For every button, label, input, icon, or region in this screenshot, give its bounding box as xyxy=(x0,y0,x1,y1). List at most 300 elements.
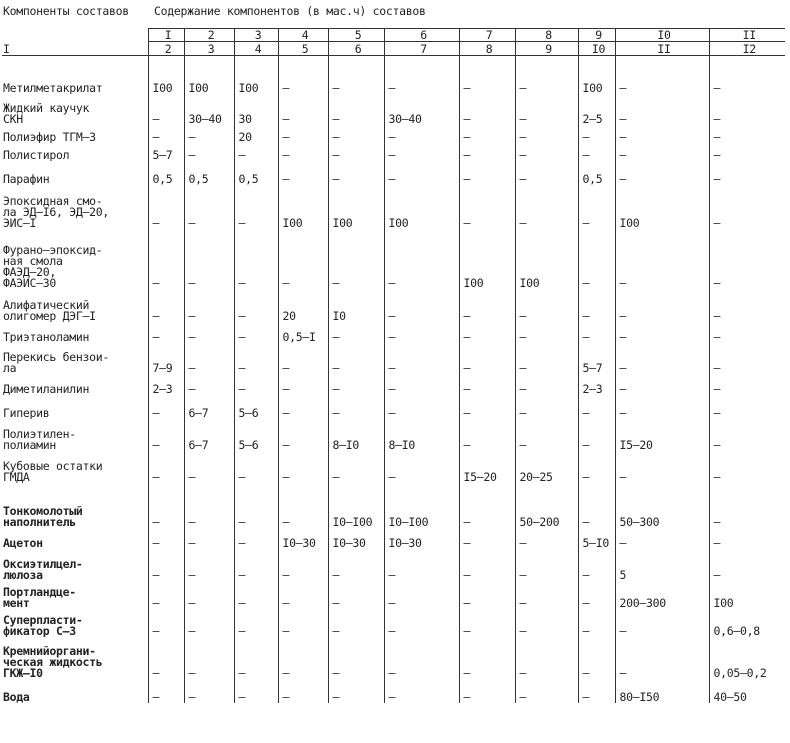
spacer-cell xyxy=(2,55,148,70)
component-value: – xyxy=(384,229,459,289)
component-value: – xyxy=(328,637,384,679)
component-value: 0,5 xyxy=(148,161,184,185)
component-value: – xyxy=(278,125,328,143)
component-value: – xyxy=(615,374,709,395)
component-value: I0–30 xyxy=(384,528,459,549)
component-value: 2–5 xyxy=(578,94,615,125)
component-value: – xyxy=(184,229,234,289)
component-value: – xyxy=(384,70,459,94)
header-row-column-numbers xyxy=(2,41,785,55)
component-value: – xyxy=(234,185,278,229)
component-name: Фурано–эпоксид- ная смола ФАЭД–20, ФАЭИС–30 xyxy=(3,242,103,289)
column-number: 3 xyxy=(184,41,234,55)
component-value: I00 xyxy=(459,229,515,289)
component-value: I00 xyxy=(515,229,578,289)
component-value: – xyxy=(578,395,615,419)
component-name: Полистирол xyxy=(3,147,70,161)
column-number: II xyxy=(615,41,709,55)
component-value: – xyxy=(148,497,184,528)
component-value: I00 xyxy=(384,185,459,229)
component-value: – xyxy=(459,374,515,395)
component-value: – xyxy=(328,679,384,703)
component-value: – xyxy=(234,581,278,609)
component-value: – xyxy=(459,497,515,528)
component-value: – xyxy=(709,94,785,125)
component-value: – xyxy=(184,679,234,703)
component-value: I00 xyxy=(328,185,384,229)
component-value: – xyxy=(148,609,184,637)
spacer-cell xyxy=(384,483,459,497)
component-value: – xyxy=(709,289,785,322)
component-value: – xyxy=(459,161,515,185)
component-name: Метилметакрилат xyxy=(3,80,103,94)
component-value: – xyxy=(709,125,785,143)
component-value: 5–7 xyxy=(578,343,615,374)
component-value: – xyxy=(184,528,234,549)
component-value: – xyxy=(384,343,459,374)
composition-number: I xyxy=(148,28,184,41)
component-value: – xyxy=(615,322,709,343)
component-value: – xyxy=(184,374,234,395)
column-number: 2 xyxy=(148,41,184,55)
spacer-cell xyxy=(578,483,615,497)
component-value: 0,5–I xyxy=(278,322,328,343)
component-value: – xyxy=(459,94,515,125)
component-name: Суперпласти- фикатор С–3 xyxy=(3,612,83,637)
component-name: Вода xyxy=(3,689,30,703)
component-value: – xyxy=(278,374,328,395)
component-value: – xyxy=(328,395,384,419)
component-value: – xyxy=(148,125,184,143)
composition-number: 7 xyxy=(459,28,515,41)
component-name: Кремнийоргани- ческая жидкость ГКЖ–I0 xyxy=(3,643,103,679)
spacer-cell xyxy=(515,483,578,497)
component-value: – xyxy=(709,70,785,94)
component-value: – xyxy=(459,343,515,374)
component-value: – xyxy=(384,322,459,343)
component-value: – xyxy=(459,419,515,451)
component-value: – xyxy=(384,125,459,143)
table-row xyxy=(2,609,785,637)
table-row xyxy=(2,125,785,143)
component-value: I00 xyxy=(148,70,184,94)
component-value: 7–9 xyxy=(148,343,184,374)
table-row xyxy=(2,161,785,185)
component-value: – xyxy=(578,185,615,229)
component-value: – xyxy=(578,581,615,609)
composition-number: 9 xyxy=(578,28,615,41)
composition-number: 2 xyxy=(184,28,234,41)
component-value: – xyxy=(278,143,328,161)
spacer-cell xyxy=(148,55,184,70)
component-value: – xyxy=(148,528,184,549)
composition-number: 5 xyxy=(328,28,384,41)
component-name: Кубовые остатки ГМДА xyxy=(3,458,103,483)
component-value: – xyxy=(578,229,615,289)
component-value: – xyxy=(278,70,328,94)
component-value: – xyxy=(328,581,384,609)
component-value: 6–7 xyxy=(184,419,234,451)
component-value: – xyxy=(328,94,384,125)
table-row xyxy=(2,637,785,679)
component-value: – xyxy=(578,609,615,637)
component-name: Портландце- мент xyxy=(3,584,76,609)
component-value: – xyxy=(515,679,578,703)
component-value: – xyxy=(578,549,615,581)
component-value: – xyxy=(459,679,515,703)
component-value: – xyxy=(384,679,459,703)
component-value: 2–3 xyxy=(578,374,615,395)
component-value: 200–300 xyxy=(615,581,709,609)
component-value: – xyxy=(578,679,615,703)
component-name: Полиэтилен- полиамин xyxy=(3,426,76,451)
component-value: – xyxy=(515,125,578,143)
component-value: I0–I00 xyxy=(384,497,459,528)
table-row xyxy=(2,395,785,419)
component-value: – xyxy=(148,451,184,483)
component-value: 30–40 xyxy=(184,94,234,125)
component-value: – xyxy=(384,289,459,322)
component-value: I00 xyxy=(709,581,785,609)
component-value: – xyxy=(515,289,578,322)
table-row xyxy=(2,289,785,322)
component-name: Диметиланилин xyxy=(3,381,90,395)
component-value: – xyxy=(148,549,184,581)
component-value: – xyxy=(709,528,785,549)
component-value: – xyxy=(148,322,184,343)
component-value: – xyxy=(709,395,785,419)
component-value: – xyxy=(278,679,328,703)
component-value: – xyxy=(459,70,515,94)
component-value: – xyxy=(148,229,184,289)
component-value: – xyxy=(615,395,709,419)
component-value: 8–I0 xyxy=(384,419,459,451)
component-value: 0,5 xyxy=(184,161,234,185)
component-value: – xyxy=(459,185,515,229)
spacer-cell xyxy=(384,55,459,70)
component-value: – xyxy=(184,609,234,637)
spacer-cell xyxy=(459,55,515,70)
component-value: – xyxy=(615,528,709,549)
component-value: – xyxy=(709,451,785,483)
component-value: – xyxy=(278,581,328,609)
component-value: 5–6 xyxy=(234,395,278,419)
table-row xyxy=(2,528,785,549)
column-number: I xyxy=(2,41,148,55)
component-value: 20–25 xyxy=(515,451,578,483)
component-name: Тонкомолотый наполнитель xyxy=(3,503,83,528)
component-value: – xyxy=(328,451,384,483)
composition-number: I0 xyxy=(615,28,709,41)
component-value: – xyxy=(328,374,384,395)
table-row xyxy=(2,94,785,125)
column-number: I2 xyxy=(709,41,785,55)
component-value: 30 xyxy=(234,94,278,125)
component-name: Перекись бензои- ла xyxy=(3,349,109,374)
table-row xyxy=(2,549,785,581)
component-value: – xyxy=(328,161,384,185)
table-row xyxy=(2,322,785,343)
component-value: 0,5 xyxy=(578,161,615,185)
component-value: 80–I50 xyxy=(615,679,709,703)
component-value: – xyxy=(709,322,785,343)
component-name: Полиэфир ТГМ–3 xyxy=(3,129,96,143)
component-value: – xyxy=(615,70,709,94)
component-value: 20 xyxy=(234,125,278,143)
component-value: – xyxy=(578,143,615,161)
table-row xyxy=(2,451,785,483)
component-value: – xyxy=(184,143,234,161)
component-value: – xyxy=(459,528,515,549)
component-value: – xyxy=(328,343,384,374)
component-value: – xyxy=(709,549,785,581)
component-value: – xyxy=(184,497,234,528)
component-value: 20 xyxy=(278,289,328,322)
component-value: 6–7 xyxy=(184,395,234,419)
component-name: Парафин xyxy=(3,171,50,185)
composition-number: 8 xyxy=(515,28,578,41)
component-value: – xyxy=(615,637,709,679)
component-value: – xyxy=(515,637,578,679)
component-value: – xyxy=(615,125,709,143)
component-name: Оксиэтилцел- люлоза xyxy=(3,556,83,581)
component-value: – xyxy=(709,185,785,229)
component-value: – xyxy=(184,343,234,374)
component-value: 2–3 xyxy=(148,374,184,395)
component-value: – xyxy=(384,609,459,637)
component-value: – xyxy=(709,229,785,289)
component-value: – xyxy=(615,229,709,289)
component-value: – xyxy=(384,143,459,161)
component-value: – xyxy=(278,609,328,637)
component-value: – xyxy=(459,322,515,343)
component-value: – xyxy=(515,395,578,419)
component-value: 40–50 xyxy=(709,679,785,703)
component-value: – xyxy=(384,637,459,679)
component-value: – xyxy=(459,125,515,143)
component-value: – xyxy=(278,94,328,125)
component-value: – xyxy=(184,581,234,609)
component-value: – xyxy=(384,374,459,395)
component-value: – xyxy=(234,451,278,483)
component-value: I00 xyxy=(234,70,278,94)
component-value: I0–30 xyxy=(328,528,384,549)
component-value: – xyxy=(709,143,785,161)
spacer-cell xyxy=(615,483,709,497)
spacer-cell xyxy=(709,55,785,70)
component-value: – xyxy=(459,609,515,637)
component-value: 8–I0 xyxy=(328,419,384,451)
component-value: – xyxy=(459,581,515,609)
component-value: – xyxy=(709,497,785,528)
component-value: – xyxy=(148,289,184,322)
table-row xyxy=(2,143,785,161)
component-value: – xyxy=(615,161,709,185)
spacer-cell xyxy=(2,483,148,497)
component-value: – xyxy=(278,343,328,374)
component-value: I0–30 xyxy=(278,528,328,549)
component-value: – xyxy=(615,143,709,161)
components-header: Компоненты составов xyxy=(3,6,129,18)
component-value: – xyxy=(578,497,615,528)
component-value: – xyxy=(459,143,515,161)
component-value: 5–7 xyxy=(148,143,184,161)
component-value: – xyxy=(384,451,459,483)
spacer-cell xyxy=(459,483,515,497)
component-value: – xyxy=(234,609,278,637)
component-value: – xyxy=(234,229,278,289)
component-name: Алифатический олигомер ДЭГ–I xyxy=(3,297,96,322)
table-row xyxy=(2,581,785,609)
component-value: – xyxy=(515,609,578,637)
spacer-cell xyxy=(578,55,615,70)
component-value: I5–20 xyxy=(459,451,515,483)
spacer-cell xyxy=(328,55,384,70)
component-value: – xyxy=(184,549,234,581)
component-value: I5–20 xyxy=(615,419,709,451)
component-value: – xyxy=(148,94,184,125)
composition-table xyxy=(2,6,785,703)
component-value: – xyxy=(515,161,578,185)
spacer-cell xyxy=(184,55,234,70)
component-value: – xyxy=(148,395,184,419)
component-value: – xyxy=(278,637,328,679)
component-value: 30–40 xyxy=(384,94,459,125)
component-value: – xyxy=(234,374,278,395)
component-value: – xyxy=(234,143,278,161)
component-value: – xyxy=(515,343,578,374)
component-value: – xyxy=(459,289,515,322)
component-value: – xyxy=(278,451,328,483)
component-name: Эпоксидная смо- ла ЭД–I6, ЭД–20, ЭИС–I xyxy=(3,193,109,229)
component-value: – xyxy=(234,497,278,528)
component-value: I0 xyxy=(328,289,384,322)
component-value: – xyxy=(278,161,328,185)
component-value: – xyxy=(328,229,384,289)
component-value: – xyxy=(148,637,184,679)
component-value: 50–200 xyxy=(515,497,578,528)
header-row-title xyxy=(2,6,785,28)
component-value: – xyxy=(278,497,328,528)
composition-number: 6 xyxy=(384,28,459,41)
component-value: – xyxy=(384,161,459,185)
table-row xyxy=(2,497,785,528)
spacer-cell xyxy=(328,483,384,497)
component-value: 0,05–0,2 xyxy=(709,637,785,679)
table-row xyxy=(2,185,785,229)
column-number: 5 xyxy=(278,41,328,55)
spacer-cell xyxy=(709,483,785,497)
table-body xyxy=(2,6,785,703)
component-value: – xyxy=(234,549,278,581)
component-value: – xyxy=(148,679,184,703)
component-name: Триэтаноламин xyxy=(3,329,90,343)
spacer-cell xyxy=(184,483,234,497)
component-value: – xyxy=(328,549,384,581)
component-value: – xyxy=(615,451,709,483)
component-name: Гиперив xyxy=(3,405,50,419)
component-value: I00 xyxy=(184,70,234,94)
column-number: 7 xyxy=(384,41,459,55)
component-value: – xyxy=(709,343,785,374)
component-value: 5–6 xyxy=(234,419,278,451)
component-value: – xyxy=(148,419,184,451)
spacer-cell xyxy=(515,55,578,70)
component-value: – xyxy=(234,679,278,703)
component-value: 0,6–0,8 xyxy=(709,609,785,637)
component-value: – xyxy=(615,289,709,322)
component-value: I0–I00 xyxy=(328,497,384,528)
table-row xyxy=(2,229,785,289)
spacer-row xyxy=(2,483,785,497)
component-name: Ацетон xyxy=(3,535,43,549)
component-value: – xyxy=(615,94,709,125)
component-value: I00 xyxy=(615,185,709,229)
component-value: – xyxy=(328,322,384,343)
spacer-cell xyxy=(278,483,328,497)
composition-number: 3 xyxy=(234,28,278,41)
spacer-cell xyxy=(234,55,278,70)
component-value: – xyxy=(234,289,278,322)
component-value: – xyxy=(515,94,578,125)
component-value: – xyxy=(148,185,184,229)
component-value: I00 xyxy=(278,185,328,229)
component-value: – xyxy=(328,70,384,94)
component-value: – xyxy=(515,374,578,395)
component-value: – xyxy=(515,419,578,451)
component-value: – xyxy=(515,143,578,161)
spacer-cell xyxy=(278,55,328,70)
component-name: Жидкий каучук СКН xyxy=(3,100,90,125)
component-value: – xyxy=(384,395,459,419)
component-value: – xyxy=(515,581,578,609)
component-value: 50–300 xyxy=(615,497,709,528)
component-value: – xyxy=(615,609,709,637)
component-value: – xyxy=(515,322,578,343)
table-row xyxy=(2,70,785,94)
component-value: – xyxy=(578,451,615,483)
spacer-row xyxy=(2,55,785,70)
component-value: – xyxy=(328,125,384,143)
component-value: – xyxy=(184,322,234,343)
composition-number: II xyxy=(709,28,785,41)
column-number: 8 xyxy=(459,41,515,55)
component-value: – xyxy=(578,289,615,322)
component-value: – xyxy=(278,549,328,581)
component-value: – xyxy=(234,322,278,343)
component-value: – xyxy=(709,161,785,185)
spacer-cell xyxy=(615,55,709,70)
component-value: – xyxy=(278,419,328,451)
component-value: – xyxy=(578,125,615,143)
component-value: – xyxy=(578,419,615,451)
component-value: – xyxy=(278,395,328,419)
component-value: – xyxy=(184,125,234,143)
table-row xyxy=(2,374,785,395)
component-value: 5–I0 xyxy=(578,528,615,549)
component-value: 5 xyxy=(615,549,709,581)
column-number: 9 xyxy=(515,41,578,55)
component-value: – xyxy=(184,289,234,322)
table-row xyxy=(2,343,785,374)
component-value: – xyxy=(234,343,278,374)
component-value: – xyxy=(459,637,515,679)
component-value: – xyxy=(328,609,384,637)
component-value: – xyxy=(234,637,278,679)
component-value: – xyxy=(578,322,615,343)
component-value: – xyxy=(278,229,328,289)
component-value: – xyxy=(459,549,515,581)
